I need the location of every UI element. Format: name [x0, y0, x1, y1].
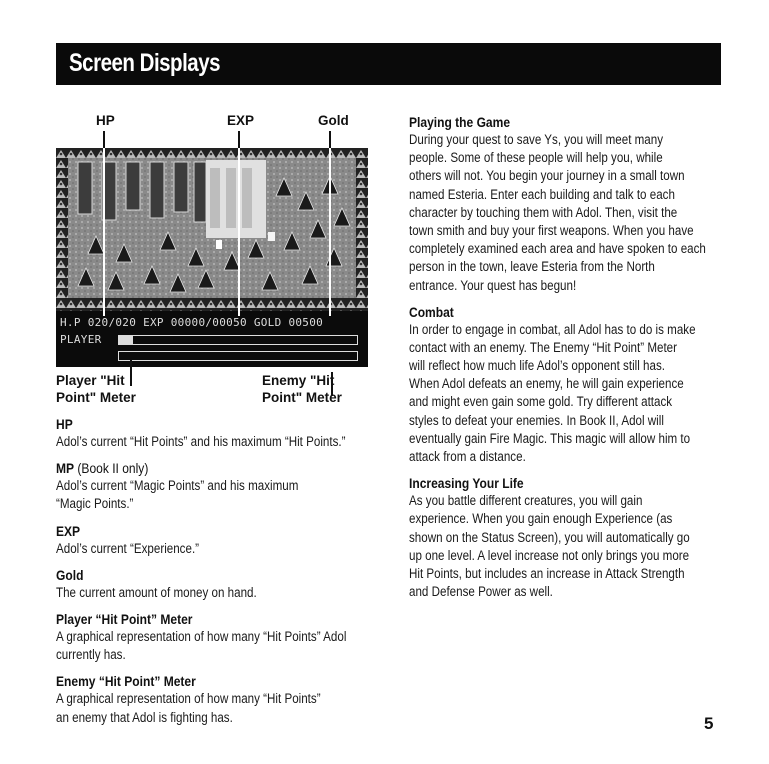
text-line: and might even gain some gold. Try different attack [409, 394, 673, 410]
left-section-body [56, 584, 386, 602]
callout-player-meter-label-1: Player "Hit [56, 373, 125, 388]
callout-hp-line [103, 148, 105, 316]
text-line: people. Some of these people will help you, while [409, 150, 663, 166]
text-line: shown on the Status Screen), you will automatically go [409, 529, 690, 545]
left-section [56, 522, 386, 558]
left-section-body [56, 628, 386, 664]
text-line: attack from a distance. [409, 449, 526, 464]
text-line: When Adol defeats an enemy, he will gain experience [409, 376, 684, 392]
right-section-heading-text: Playing the Game [409, 114, 511, 130]
left-section-body [56, 690, 386, 726]
callout-player-meter-label-2: Point" Meter [56, 390, 136, 405]
text-line: entrance. Your quest has begun! [409, 277, 577, 293]
right-section-heading [409, 474, 721, 492]
right-section [409, 113, 721, 295]
left-section [56, 610, 386, 664]
text-line: person in the town, leave Esteria from the North [409, 259, 655, 275]
section-title-bar [56, 43, 721, 85]
callout-gold-line [329, 148, 331, 316]
text-line: In order to engage in combat, all Adol has to do is make [409, 321, 696, 337]
left-section-heading-text: HP [56, 416, 73, 432]
right-section-heading [409, 113, 721, 131]
left-section [56, 672, 386, 726]
left-section [56, 459, 386, 513]
right-section-heading [409, 303, 721, 321]
text-line: contact with an enemy. The Enemy “Hit Point” Meter [409, 339, 678, 355]
callout-exp-label: EXP [227, 113, 255, 128]
player-hp-meter [118, 335, 358, 345]
callout-gold-label: Gold [318, 113, 349, 128]
left-section-heading [56, 566, 386, 584]
text-line: As you battle different creatures, you will gain [409, 493, 643, 509]
callout-enemy-meter-label-1: Enemy "Hit [262, 373, 335, 388]
page-number: 5 [704, 714, 714, 733]
left-section-heading [56, 672, 386, 690]
text-line: Adol’s current “Experience.” [56, 540, 200, 556]
hud-player-label: PLAYER [60, 333, 102, 346]
left-section-body [56, 540, 386, 558]
left-section-body [56, 433, 386, 451]
text-line: will reflect how much life Adol’s opponent still has. [409, 358, 665, 374]
text-line: town smith and buy your first weapons. When you have [409, 222, 694, 238]
left-section-heading [56, 459, 386, 477]
player-hp-meter-fill [119, 336, 133, 344]
left-section-heading [56, 415, 386, 433]
left-section [56, 566, 386, 602]
right-section-body [409, 492, 721, 601]
callout-hp-label: HP [96, 113, 115, 128]
left-section-heading-text: Player “Hit Point” Meter [56, 610, 193, 627]
right-section-heading-text: Combat [409, 303, 454, 320]
callout-hp-line-top [103, 131, 105, 148]
right-column [409, 113, 721, 609]
left-section-heading-note: (Book II only) [74, 460, 149, 477]
text-line: The current amount of money on hand. [56, 584, 257, 600]
left-section-heading [56, 610, 386, 628]
right-section-heading-text: Increasing Your Life [409, 475, 524, 492]
text-line: A graphical representation of how many “Hit Points” Adol [56, 628, 347, 644]
text-line: currently has. [56, 647, 126, 663]
left-section-heading-text: Enemy “Hit Point” Meter [56, 673, 196, 690]
page-title: Screen Displays [69, 49, 221, 77]
callout-enemy-meter-label-2: Point" Meter [262, 390, 342, 405]
text-line: named Esteria. Enter each building and talk to each [409, 186, 675, 202]
right-section-body [409, 321, 721, 467]
text-line: A graphical representation of how many “Hit Points” [56, 691, 321, 707]
text-line: experience. When you gain enough Experience (as [409, 511, 673, 527]
text-line: styles to defeat your enemies. In Book II, Adol will [409, 412, 664, 428]
left-section-heading-text: Gold [56, 566, 84, 583]
text-line: Adol’s current “Hit Points” and his maximum “Hit Points.” [56, 434, 346, 449]
text-line: and Defense Power as well. [409, 584, 553, 600]
left-section-body [56, 477, 386, 513]
callout-exp-line-top [238, 131, 240, 148]
text-line: an enemy that Adol is fighting has. [56, 709, 233, 725]
left-section-heading [56, 522, 386, 540]
text-line: character by touching them with Adol. Then, visit the [409, 204, 678, 220]
left-section-heading-text: MP [56, 460, 75, 477]
enemy-hp-meter [118, 351, 358, 361]
text-line: up one level. A level increase not only brings you more [409, 547, 690, 563]
text-line: completely examined each area and have spoken to each [409, 241, 706, 257]
right-section [409, 303, 721, 467]
text-line: Adol’s current “Magic Points” and his maximum [56, 478, 299, 494]
text-line: eventually gain Fire Magic. This magic will allow him to [409, 430, 691, 446]
left-section [56, 415, 386, 451]
text-line: others will not. You begin your journey in a small town [409, 168, 685, 184]
text-line: During your quest to save Ys, you will meet many [409, 132, 664, 147]
callout-gold-line-top [329, 131, 331, 148]
left-column [56, 415, 386, 735]
hud-stats-line: H.P 020/020 EXP 00000/00050 GOLD 00500 [60, 316, 324, 329]
text-line: “Magic Points.” [56, 496, 134, 512]
text-line: Hit Points, but includes an increase in Attack Strength [409, 565, 685, 581]
callout-exp-line [238, 148, 240, 316]
right-section-body [409, 131, 721, 295]
right-section [409, 474, 721, 601]
left-section-heading-text: EXP [56, 522, 81, 539]
callout-player-meter-line [130, 360, 132, 386]
